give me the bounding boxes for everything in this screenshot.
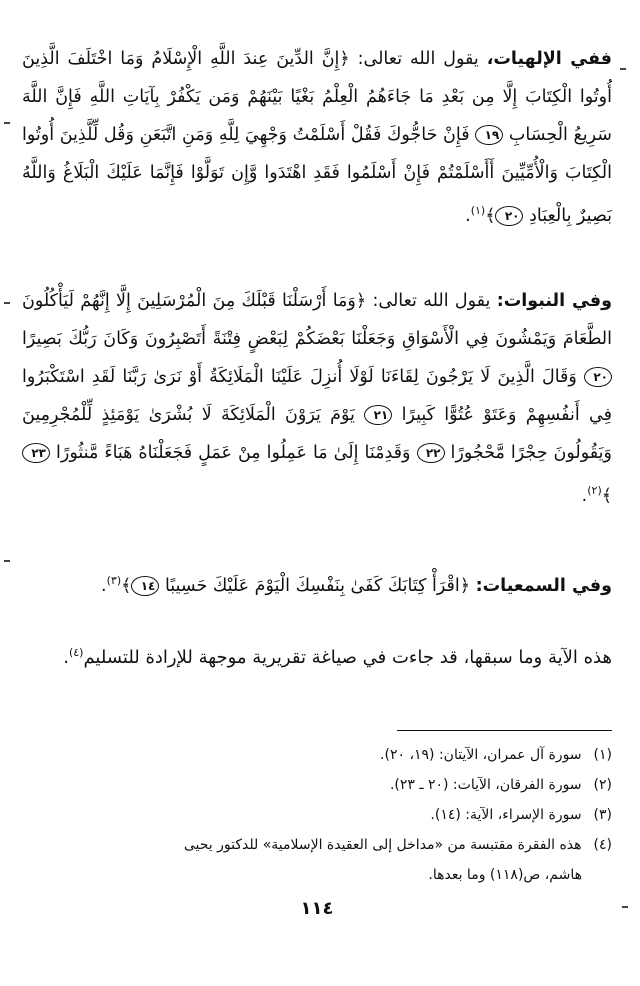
verse-close-bracket: ﴾ — [485, 205, 496, 226]
footnote-item — [22, 830, 612, 890]
ayah-number-marker: ١٩ — [475, 125, 503, 145]
verse-text: وَمَا أَرْسَلْنَا قَبْلَكَ مِنَ الْمُرْسَلِينَ إِلَّا إِنَّهُمْ لَيَأْكُلُونَ الطَّعَامَ وَيَمْشُونَ فِي الْأَسْوَاقِ وَجَعَلْنَا بَعْضَكُمْ لِبَعْضٍ فِتْنَةً أَتَصْبِرُونَ وَكَانَ رَبُّكَ بَصِيرًا — [22, 291, 612, 349]
scan-mark — [4, 560, 10, 562]
scan-mark — [4, 122, 10, 124]
section-samiyyat — [22, 562, 612, 605]
footnote-reference: (٤) — [68, 646, 84, 659]
footnote-item — [22, 740, 612, 770]
ayah-number-marker: ٢١ — [364, 405, 392, 425]
scan-mark — [622, 906, 628, 908]
footnote-number: (٣) — [593, 807, 612, 823]
verse-text: إِنَّ الدِّينَ عِندَ اللَّهِ الْإِسْلَامُ وَمَا اخْتَلَفَ الَّذِينَ أُوتُوا الْكِتَابَ إِلَّا مِن بَعْدِ مَا جَاءَهُمُ الْعِلْمُ بَغْيًا بَيْنَهُمْ وَمَن يَكْفُرْ بِآيَاتِ اللَّهِ فَإِنَّ اللَّهَ سَرِيعُ الْحِسَابِ — [22, 49, 612, 145]
footnote-item — [22, 800, 612, 830]
section-intro: يقول الله تعالى: — [349, 49, 487, 69]
ayah-number-marker: ١٤ — [131, 576, 159, 596]
section-lead: وفي السمعيات: — [475, 575, 612, 596]
verse-text: فَإِنْ حَاجُّوكَ فَقُلْ أَسْلَمْتُ وَجْهِيَ لِلَّهِ وَمَنِ اتَّبَعَنِ وَقُل لِّلَّذِينَ أُوتُوا الْكِتَابَ وَالْأُمِّيِّينَ أَأَسْلَمْتُمْ فَإِنْ أَسْلَمُوا فَقَدِ اهْتَدَوا وَّإِن تَوَلَّوْا فَإِنَّمَا عَلَيْكَ الْبَلَاغُ وَاللَّهُ بَصِيرٌ بِالْعِبَادِ — [22, 125, 612, 226]
footnote-item — [22, 770, 612, 800]
ayah-number-marker: ٢٢ — [417, 443, 445, 463]
verse-text: اقْرَأْ كِتَابَكَ كَفَىٰ بِنَفْسِكَ الْيَوْمَ عَلَيْكَ حَسِيبًا — [164, 575, 460, 596]
footnote-number: (٢) — [593, 777, 612, 793]
verse-open-bracket: ﴿ — [355, 291, 367, 311]
footnote-number: (٤) — [593, 837, 612, 853]
commentary-paragraph — [22, 634, 612, 677]
ayah-number-marker: ٢٠ — [584, 367, 612, 387]
footnote-reference: (٣) — [106, 574, 122, 587]
sentence-end: . — [101, 575, 107, 596]
footnote-reference: (١) — [470, 204, 486, 217]
book-page — [22, 40, 612, 970]
scan-mark — [620, 68, 626, 70]
verse-close-bracket: ﴾ — [601, 485, 612, 506]
footnotes — [22, 740, 612, 890]
section-lead: ففي الإلهيات، — [486, 49, 613, 69]
commentary-text: هذه الآية وما سبقها، قد جاءت في صياغة تقريرية موجهة للإرادة للتسليم — [83, 647, 612, 668]
ayah-number-marker: ٢٣ — [22, 443, 50, 463]
ayah-number-marker: ٢٠ — [495, 206, 523, 226]
verse-open-bracket: ﴿ — [459, 575, 470, 596]
scan-mark — [4, 302, 10, 304]
section-lead: وفي النبوات: — [496, 291, 613, 311]
footnote-continuation: هاشم، ص(١١٨) وما بعدها. — [428, 867, 582, 883]
footnote-text: هذه الفقرة مقتبسة من «مداخل إلى العقيدة الإسلامية» للدكتور يحيى — [183, 837, 582, 853]
verse-text: يَوْمَ يَرَوْنَ الْمَلَائِكَةَ لَا بُشْرَىٰ يَوْمَئِذٍ لِّلْمُجْرِمِينَ وَيَقُولُونَ حِجْرًا مَّحْجُورًا — [22, 405, 612, 463]
footnote-text: سورة الإسراء، الآية: (١٤). — [430, 807, 582, 823]
footnote-reference: (٢) — [587, 484, 602, 497]
verse-text: وَقَدِمْنَا إِلَىٰ مَا عَمِلُوا مِنْ عَمَلٍ فَجَعَلْنَاهُ هَبَاءً مَّنثُورًا — [56, 443, 411, 463]
verse-open-bracket: ﴿ — [339, 49, 350, 69]
sentence-end: . — [63, 647, 69, 668]
section-intro: يقول الله تعالى: — [366, 291, 497, 311]
footnote-separator — [397, 730, 612, 731]
page-number: ١١٤ — [300, 898, 334, 919]
section-nubuwwat — [22, 282, 612, 515]
verse-text: وَقَالَ الَّذِينَ لَا يَرْجُونَ لِقَاءَنَا لَوْلَا أُنزِلَ عَلَيْنَا الْمَلَائِكَةُ أَوْ نَرَىٰ رَبَّنَا لَقَدِ اسْتَكْبَرُوا فِي أَنفُسِهِمْ وَعَتَوْ عُتُوًّا كَبِيرًا — [22, 367, 612, 425]
footnote-text: سورة آل عمران، الآيتان: (١٩، ٢٠). — [380, 747, 582, 763]
section-ilahiyat — [22, 40, 612, 235]
verse-close-bracket: ﴾ — [121, 575, 132, 596]
sentence-end: . — [581, 485, 588, 506]
footnote-text: سورة الفرقان، الآيات: (٢٠ ـ ٢٣). — [389, 777, 582, 793]
sentence-end: . — [465, 205, 471, 226]
footnote-number: (١) — [593, 747, 612, 763]
